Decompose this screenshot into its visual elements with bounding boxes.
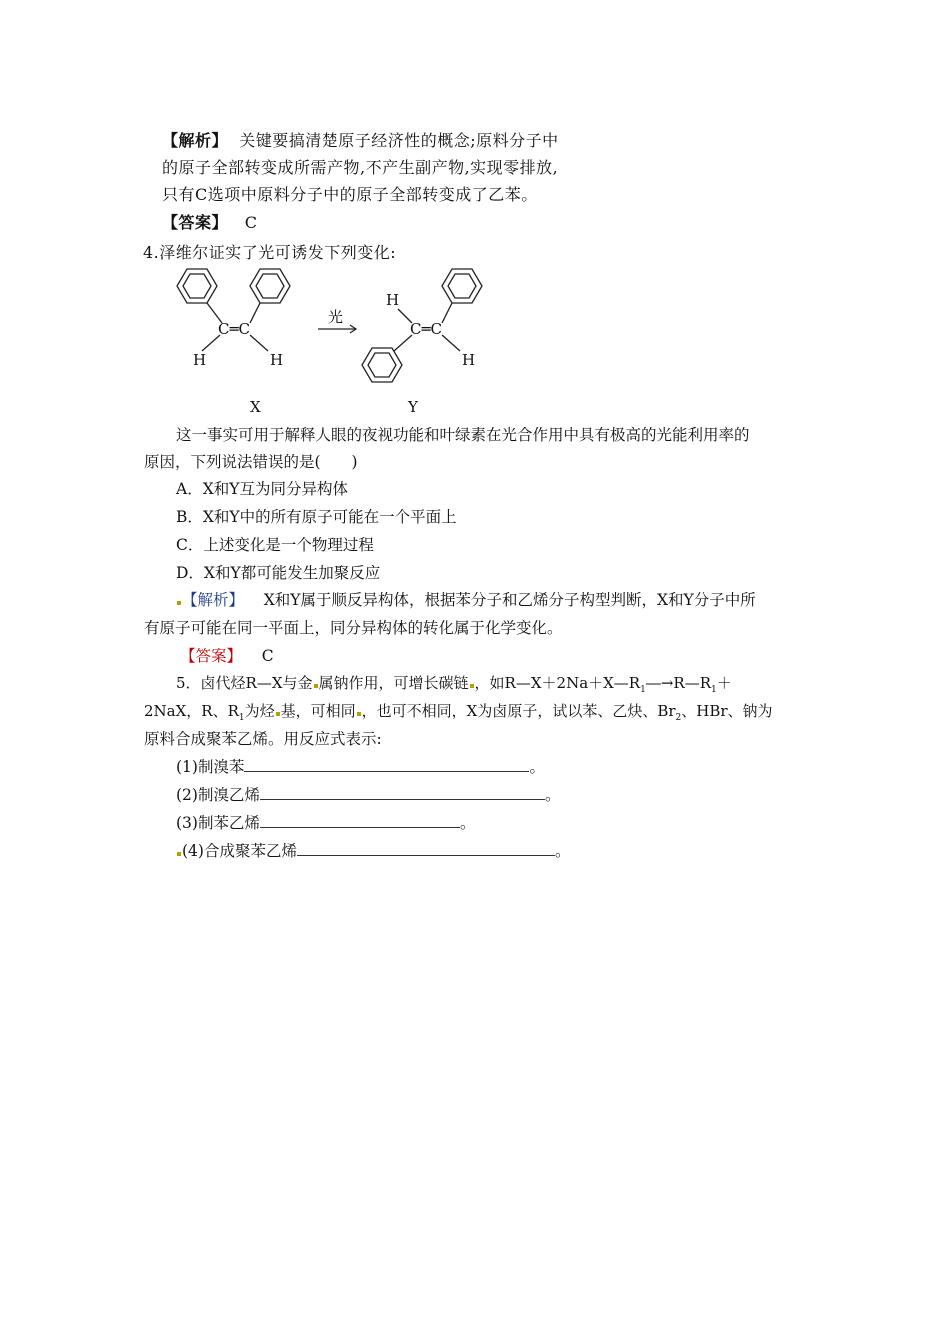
q5-item-1-label: (1)制溴苯 [176,758,245,776]
q4-option-d-text: D．X和Y都可能发生加聚反应 [176,564,381,582]
q5-item-2-end: 。 [544,786,561,804]
q4-answer-value: C [261,647,274,665]
q5-item-4 [176,841,570,861]
q4-analysis-label: 【解析】 [182,591,245,609]
q5-text-1b: 属钠作用，可增长碳链 [318,674,469,692]
reaction-arrow [318,325,356,333]
q5-text-1g: ＋ [716,674,732,692]
benzene-ring-y-upper [442,269,482,303]
q4-text-line-2 [144,452,358,472]
benzene-ring-y-lower [362,348,402,382]
answer-blank[interactable] [260,785,545,800]
q5-item-3 [176,813,475,833]
hydrogen-x-left: H [193,351,207,369]
q5-item-4-end: 。 [554,842,571,860]
arrow-label-light: 光 [328,308,344,326]
q3-analysis-line-2 [162,158,558,178]
q3-analysis-text-3: 只有C选项中原料分子中的原子全部转变成了乙苯。 [162,185,538,204]
q5-text-3: 原料合成聚苯乙烯。用反应式表示: [144,730,382,748]
margin-mark [470,684,474,688]
q5-line-2 [144,701,773,728]
molecule-label-x: X [250,398,261,416]
margin-mark [177,852,181,856]
q3-analysis-label: 【解析】 [162,131,229,150]
benzene-ring-x-right [250,269,290,303]
q5-item-1-end: 。 [529,758,545,776]
q4-analysis-line-1 [176,590,756,610]
q4-analysis-text-1: X和Y属于顺反异构体，根据苯分子和乙烯分子构型判断，X和Y分子中所 [263,591,756,609]
q4-option-a-text: A．X和Y互为同分异构体 [176,480,348,498]
q5-text-2c: 为烃 [244,702,275,720]
q5-item-2-label: (2)制溴乙烯 [176,786,260,804]
q5-item-3-label: (3)制苯乙烯 [176,814,260,832]
margin-mark [276,712,280,716]
subscript-1: 1 [640,685,646,695]
q5-text-1c: ，如R—X＋2Na＋X—R [474,674,641,692]
q5-text-2e: ，也可不相同，X为卤原子，试以苯、乙炔、Br [361,702,676,720]
q4-answer-label: 【答案】 [180,647,243,665]
q3-answer-line [162,213,258,233]
hydrogen-y-upper: H [386,291,400,309]
q3-analysis-line-1 [162,131,559,151]
benzene-ring-x-left [177,269,217,303]
q5-item-4-label: (4)合成聚苯乙烯 [182,842,297,860]
q5-line-3 [144,729,382,749]
q4-option-b [176,507,457,527]
double-bond-y: C═C [410,320,442,338]
q5-text-2a: 2NaX，R、R [144,702,239,720]
q4-option-c-text: C．上述变化是一个物理过程 [176,536,374,554]
molecule-label-y: Y [408,398,418,416]
subscript-2: 2 [675,713,682,723]
hydrogen-y-right: H [462,351,476,369]
q4-text-1: 这一事实可用于解释人眼的夜视功能和叶绿素在光合作用中具有极高的光能利用率的 [176,426,750,444]
margin-mark [314,684,318,688]
q4-analysis-text-2: 有原子可能在同一平面上，同分异构体的转化属于化学变化。 [144,619,563,637]
q3-analysis-text-2: 的原子全部转变成所需产物,不产生副产物,实现零排放, [162,158,559,177]
q4-option-a [176,479,348,499]
q4-analysis-line-2 [144,618,563,638]
subscript-1: 1 [238,713,245,723]
q4-stem-text: 4.泽维尔证实了光可诱发下列变化: [143,243,397,262]
hydrogen-x-right: H [270,351,284,369]
q4-option-b-text: B．X和Y中的所有原子可能在一个平面上 [176,508,457,526]
double-bond-x: C═C [218,320,250,338]
q3-answer-value: C [244,213,258,232]
q5-text-1a: 5．卤代烃R—X与金 [176,674,313,692]
q5-text-2d: 基，可相同 [280,702,356,720]
answer-blank[interactable] [260,813,460,828]
q3-answer-label: 【答案】 [162,213,229,232]
q5-text-2g: 、HBr、钠为 [681,702,773,720]
answer-blank[interactable] [244,757,529,772]
margin-mark [177,601,181,605]
q3-analysis-text-1: 关键要搞清楚原子经济性的概念;原料分子中 [239,131,559,150]
q4-option-c [176,535,374,555]
q4-text-line-1 [176,425,750,445]
q4-text-2: 原因，下列说法错误的是( ) [144,453,358,471]
q5-item-1 [176,757,545,777]
q5-line-1 [176,673,732,700]
q4-answer-line [180,646,274,666]
q4-stem [143,243,396,263]
margin-mark [357,712,361,716]
q4-option-d [176,563,380,583]
reaction-diagram [150,265,550,425]
q5-text-1e: ―→R—R [645,674,711,692]
subscript-1: 1 [711,685,717,695]
answer-blank[interactable] [297,841,555,856]
q5-item-3-end: 。 [459,814,476,832]
q3-analysis-line-3 [162,185,538,205]
q5-item-2 [176,785,560,805]
